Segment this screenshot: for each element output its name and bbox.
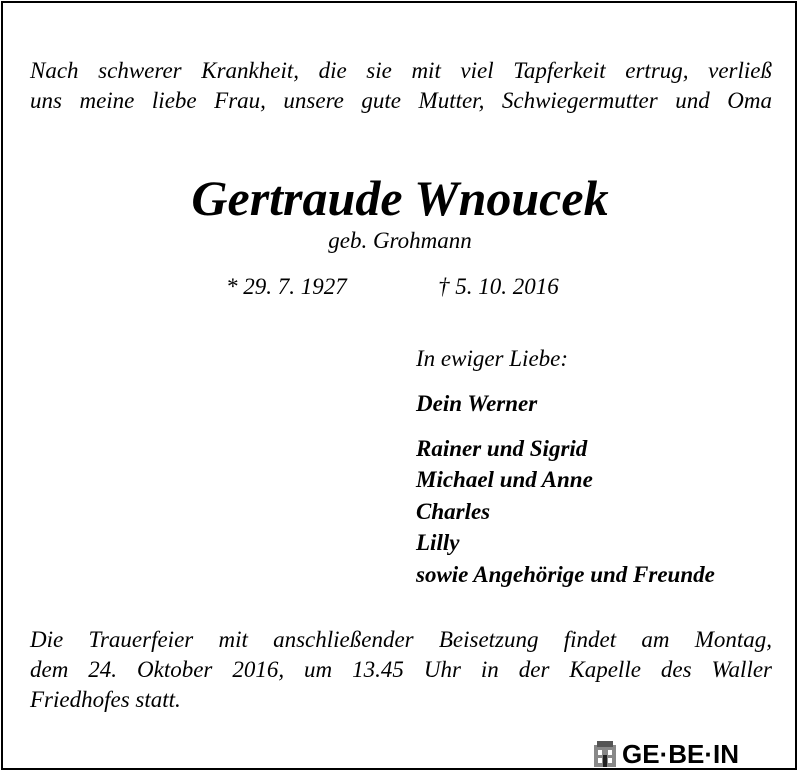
mourners-intro: In ewiger Liebe: — [416, 346, 569, 371]
birth-name: geb. Grohmann — [328, 228, 472, 253]
intro-line-1: Nach schwerer Krankheit, die sie mit viel Tapferkeit ertrug, verließ — [30, 58, 772, 83]
funeral-line-2: dem 24. Oktober 2016, um 13.45 Uhr in der Kapelle des Waller — [30, 657, 772, 682]
mourner-name: Charles — [416, 498, 491, 524]
gebein-building-icon — [594, 741, 616, 767]
deceased-name: Gertraude Wnoucek — [191, 170, 609, 226]
funeral-line-1: Die Trauerfeier mit anschließender Beisetzung findet am Montag, — [30, 627, 772, 652]
birth-date: * 29. 7. 1927 — [226, 274, 347, 299]
publisher-logo-text: GE·BE·IN — [622, 738, 739, 769]
publisher-logo — [594, 738, 739, 770]
mourner-name: sowie Angehörige und Freunde — [416, 561, 715, 587]
death-date: † 5. 10. 2016 — [438, 274, 559, 299]
funeral-details — [30, 625, 772, 715]
mourner-name: Rainer und Sigrid — [416, 435, 588, 461]
intro-text — [30, 56, 772, 116]
mourner-name: Michael und Anne — [416, 467, 593, 492]
mourner-name: Dein Werner — [416, 391, 538, 416]
mourner-name: Lilly — [416, 530, 460, 555]
intro-line-2: uns meine liebe Frau, unsere gute Mutter, Schwiegermutter und Oma — [30, 88, 772, 113]
mourners-list — [416, 388, 715, 590]
funeral-line-3: Friedhofes statt. — [30, 687, 181, 712]
